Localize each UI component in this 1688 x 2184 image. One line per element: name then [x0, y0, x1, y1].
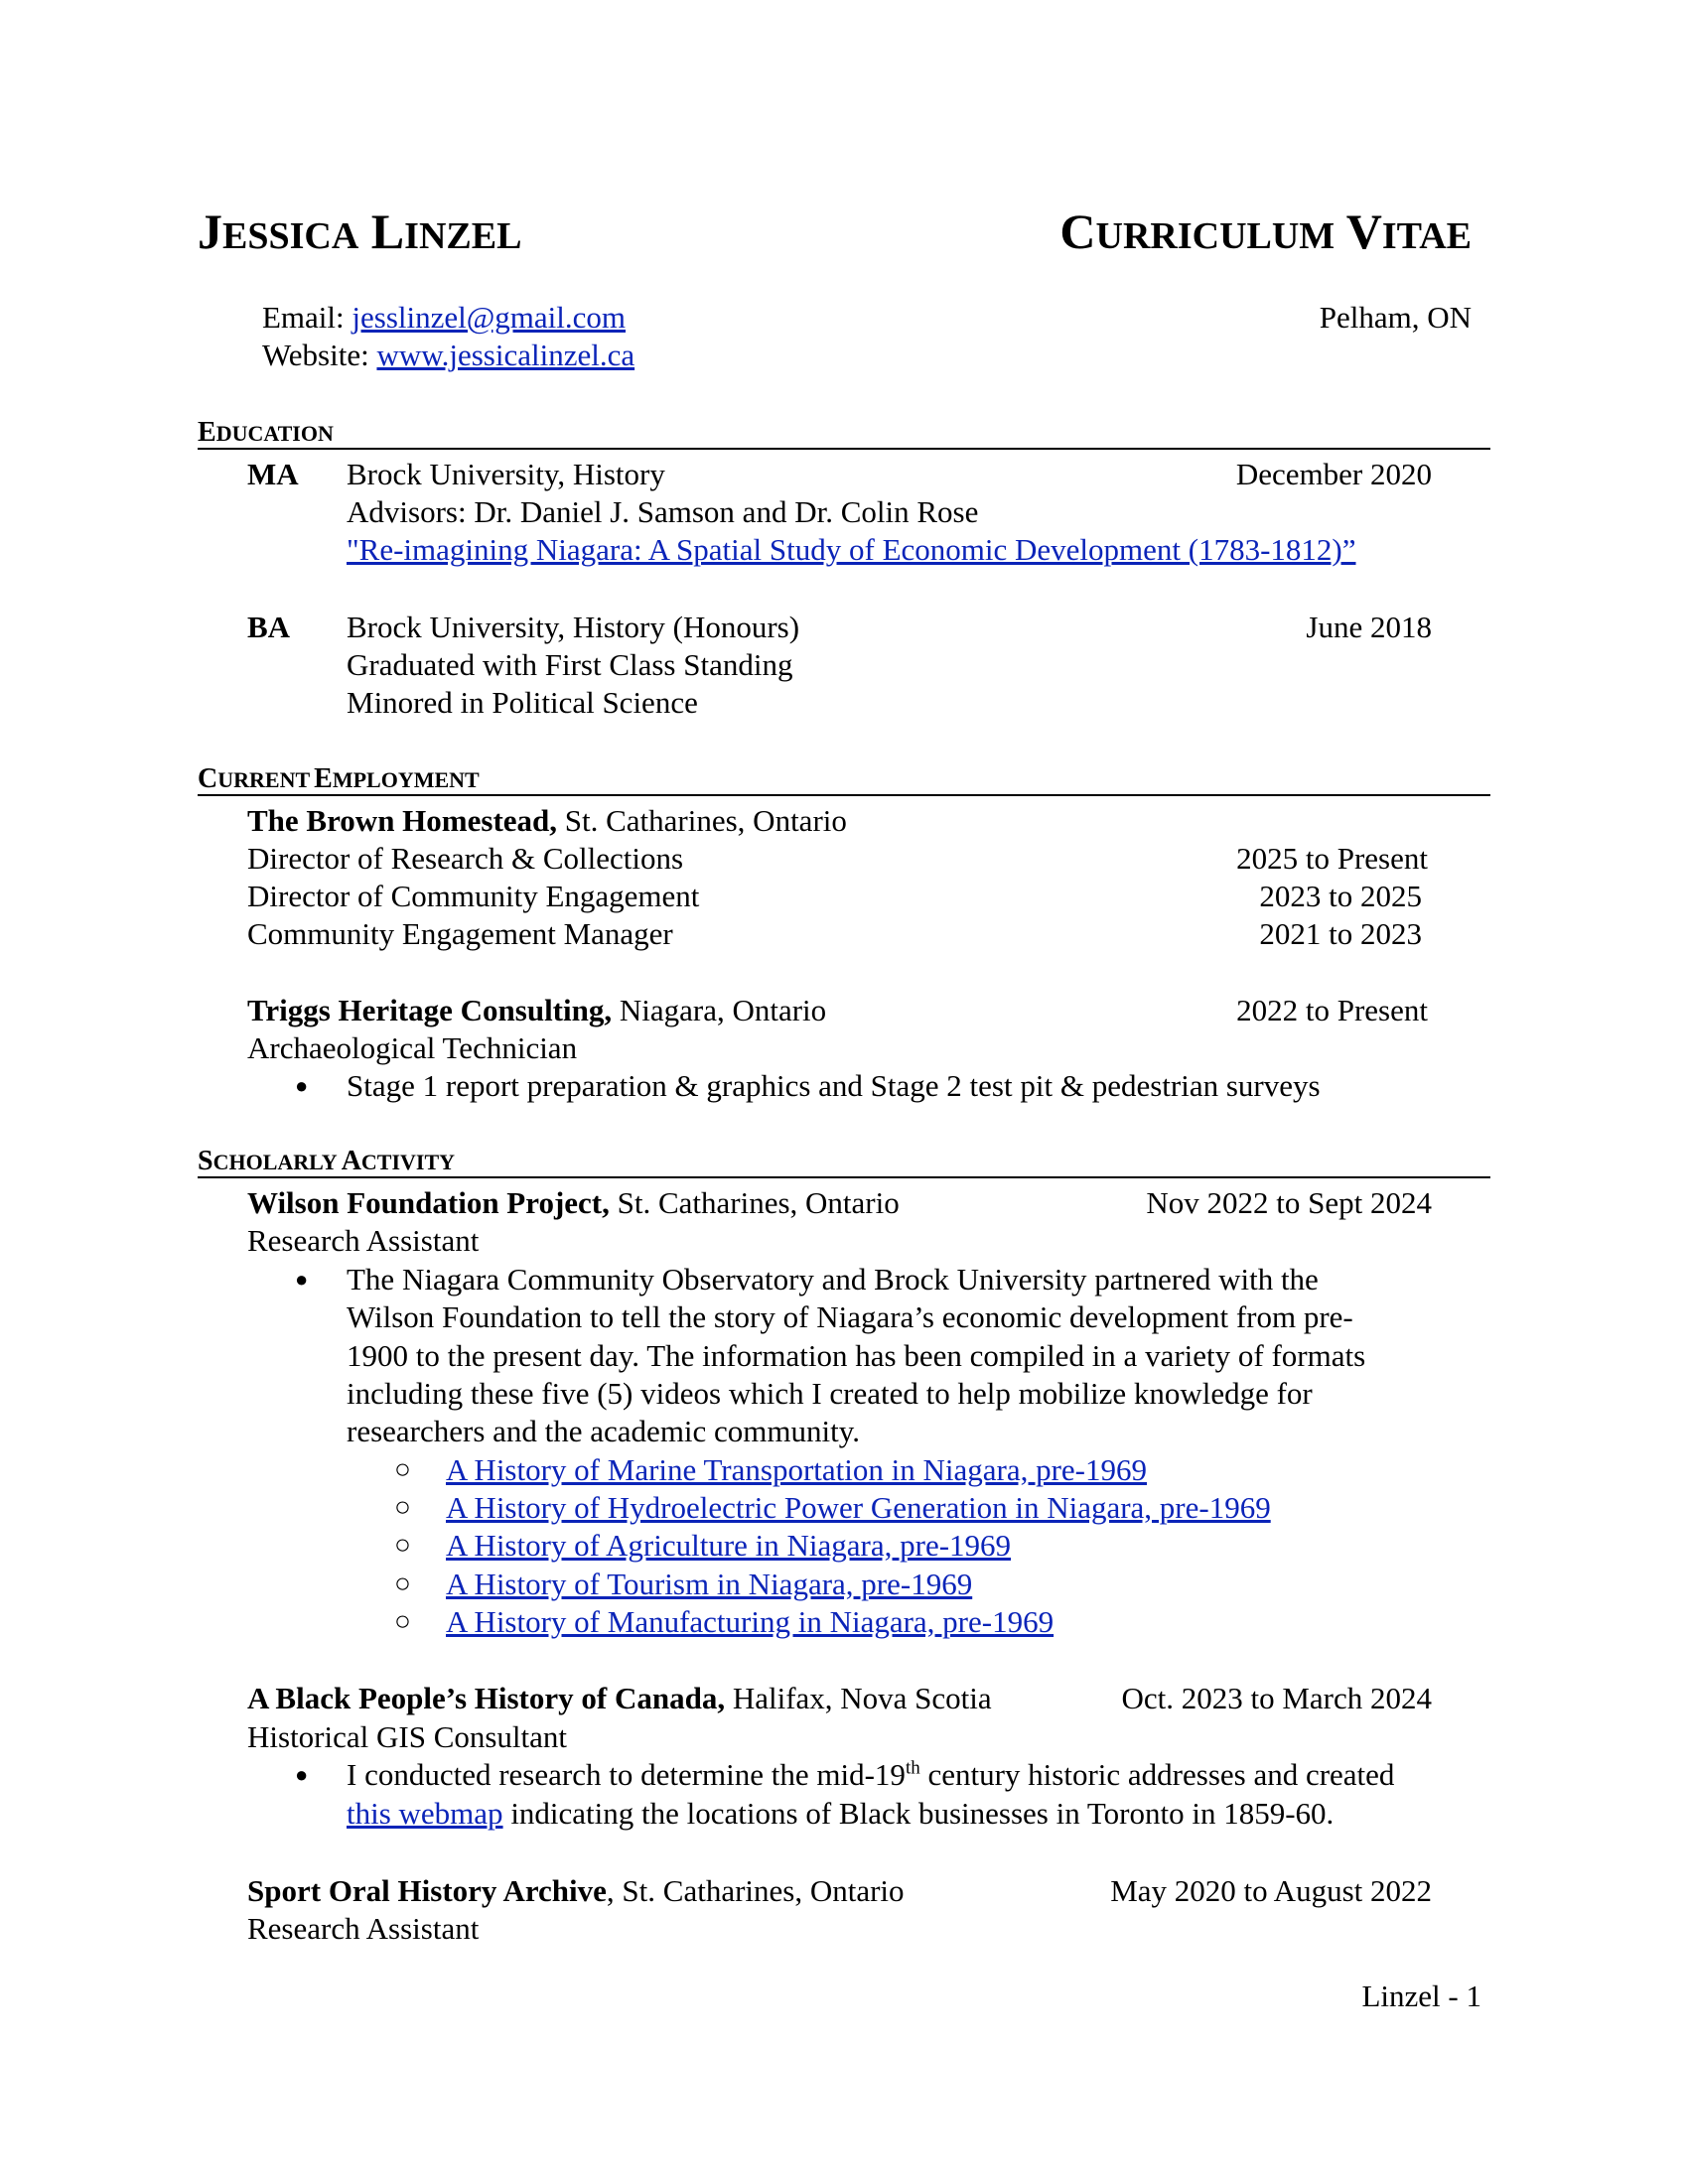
circle-bullet-icon: ○: [394, 1492, 411, 1523]
video-link-tourism[interactable]: A History of Tourism in Niagara, pre-1969: [446, 1567, 973, 1601]
ba-date: June 2018: [1306, 610, 1432, 644]
video-link-agriculture[interactable]: A History of Agriculture in Niagara, pre-1969: [446, 1528, 1012, 1563]
circle-bullet-icon: ○: [394, 1530, 411, 1561]
email-line: [262, 299, 626, 337]
ba-institution: Brock University, History (Honours): [347, 610, 800, 644]
brown-homestead-heading: The Brown Homestead, St. Catharines, Ontario: [247, 803, 847, 838]
section-scholarly-activity: SCHOLARLY ACTIVITY: [198, 1147, 1490, 1178]
ma-thesis-link[interactable]: [347, 531, 1356, 569]
bullet-icon: ●: [295, 1762, 309, 1787]
webmap-link[interactable]: this webmap: [347, 1796, 503, 1831]
brown-role-2-date: 2023 to 2025: [1259, 879, 1422, 913]
wilson-line-4: including these five (5) videos which I created to help mobilize knowledge for: [347, 1376, 1313, 1411]
brown-role-3-date: 2021 to 2023: [1259, 916, 1422, 951]
brown-role-2: Director of Community Engagement: [247, 879, 700, 913]
triggs-role: Archaeological Technician: [247, 1030, 578, 1065]
ba-degree: BA: [247, 610, 291, 644]
ma-thesis-link-text[interactable]: "Re-imagining Niagara: A Spatial Study of Economic Development (1783-1812)”: [347, 532, 1356, 567]
brown-role-3: Community Engagement Manager: [247, 916, 673, 951]
black-history-date: Oct. 2023 to March 2024: [1121, 1681, 1432, 1715]
ba-standing: Graduated with First Class Standing: [347, 647, 793, 682]
wilson-line-1: The Niagara Community Observatory and Brock University partnered with the: [347, 1262, 1319, 1297]
sport-archive-heading: Sport Oral History Archive, St. Catharines, Ontario: [247, 1873, 905, 1908]
video-link-hydroelectric[interactable]: A History of Hydroelectric Power Generation in Niagara, pre-1969: [446, 1490, 1271, 1525]
location: Pelham, ON: [1319, 300, 1472, 335]
wilson-heading: Wilson Foundation Project, St. Catharines, Ontario: [247, 1185, 900, 1220]
black-history-line-2: this webmap indicating the locations of Black businesses in Toronto in 1859-60.: [347, 1796, 1335, 1831]
ma-date: December 2020: [1235, 457, 1432, 491]
cv-title: CURRICULUM VITAE: [1059, 204, 1472, 259]
wilson-line-5: researchers and the academic community.: [347, 1414, 860, 1448]
ma-advisors: Advisors: Dr. Daniel J. Samson and Dr. Colin Rose: [347, 494, 979, 529]
section-current-employment: CURRENT EMPLOYMENT: [198, 764, 1490, 796]
website-label: Website:: [262, 338, 369, 372]
triggs-heading: Triggs Heritage Consulting, Niagara, Ontario: [247, 993, 827, 1027]
wilson-role: Research Assistant: [247, 1223, 480, 1258]
sport-archive-role: Research Assistant: [247, 1911, 480, 1946]
wilson-date: Nov 2022 to Sept 2024: [1146, 1185, 1432, 1220]
brown-role-1-date: 2025 to Present: [1236, 841, 1428, 876]
black-history-line-1: I conducted research to determine the mid-19th century historic addresses and created: [347, 1757, 1395, 1792]
ma-degree: MA: [247, 457, 299, 491]
website-link[interactable]: www.jessicalinzel.ca: [376, 338, 635, 372]
email-label: Email:: [262, 300, 345, 335]
name-heading: JESSICA LINZEL: [198, 204, 522, 259]
wilson-line-2: Wilson Foundation to tell the story of Niagara’s economic development from pre-: [347, 1299, 1353, 1334]
black-history-role: Historical GIS Consultant: [247, 1719, 568, 1754]
page-number: Linzel - 1: [1361, 1979, 1481, 2013]
sport-archive-date: May 2020 to August 2022: [1110, 1873, 1432, 1908]
bullet-icon: ●: [295, 1073, 309, 1098]
section-education: EDUCATION: [198, 418, 1490, 450]
ma-institution: Brock University, History: [347, 457, 665, 491]
website-line: [262, 337, 634, 374]
bullet-icon: ●: [295, 1267, 309, 1292]
circle-bullet-icon: ○: [394, 1454, 411, 1485]
video-link-manufacturing[interactable]: A History of Manufacturing in Niagara, pre-1969: [446, 1604, 1055, 1639]
triggs-date: 2022 to Present: [1236, 993, 1428, 1027]
wilson-line-3: 1900 to the present day. The information has been compiled in a variety of formats: [347, 1338, 1366, 1373]
ba-minor: Minored in Political Science: [347, 685, 698, 720]
triggs-bullet: Stage 1 report preparation & graphics and Stage 2 test pit & pedestrian surveys: [347, 1068, 1321, 1103]
brown-role-1: Director of Research & Collections: [247, 841, 684, 876]
black-history-heading: A Black People’s History of Canada, Halifax, Nova Scotia: [247, 1681, 992, 1715]
email-link[interactable]: jesslinzel@gmail.com: [352, 300, 627, 335]
video-link-marine[interactable]: A History of Marine Transportation in Niagara, pre-1969: [446, 1452, 1147, 1487]
circle-bullet-icon: ○: [394, 1569, 411, 1599]
circle-bullet-icon: ○: [394, 1606, 411, 1637]
